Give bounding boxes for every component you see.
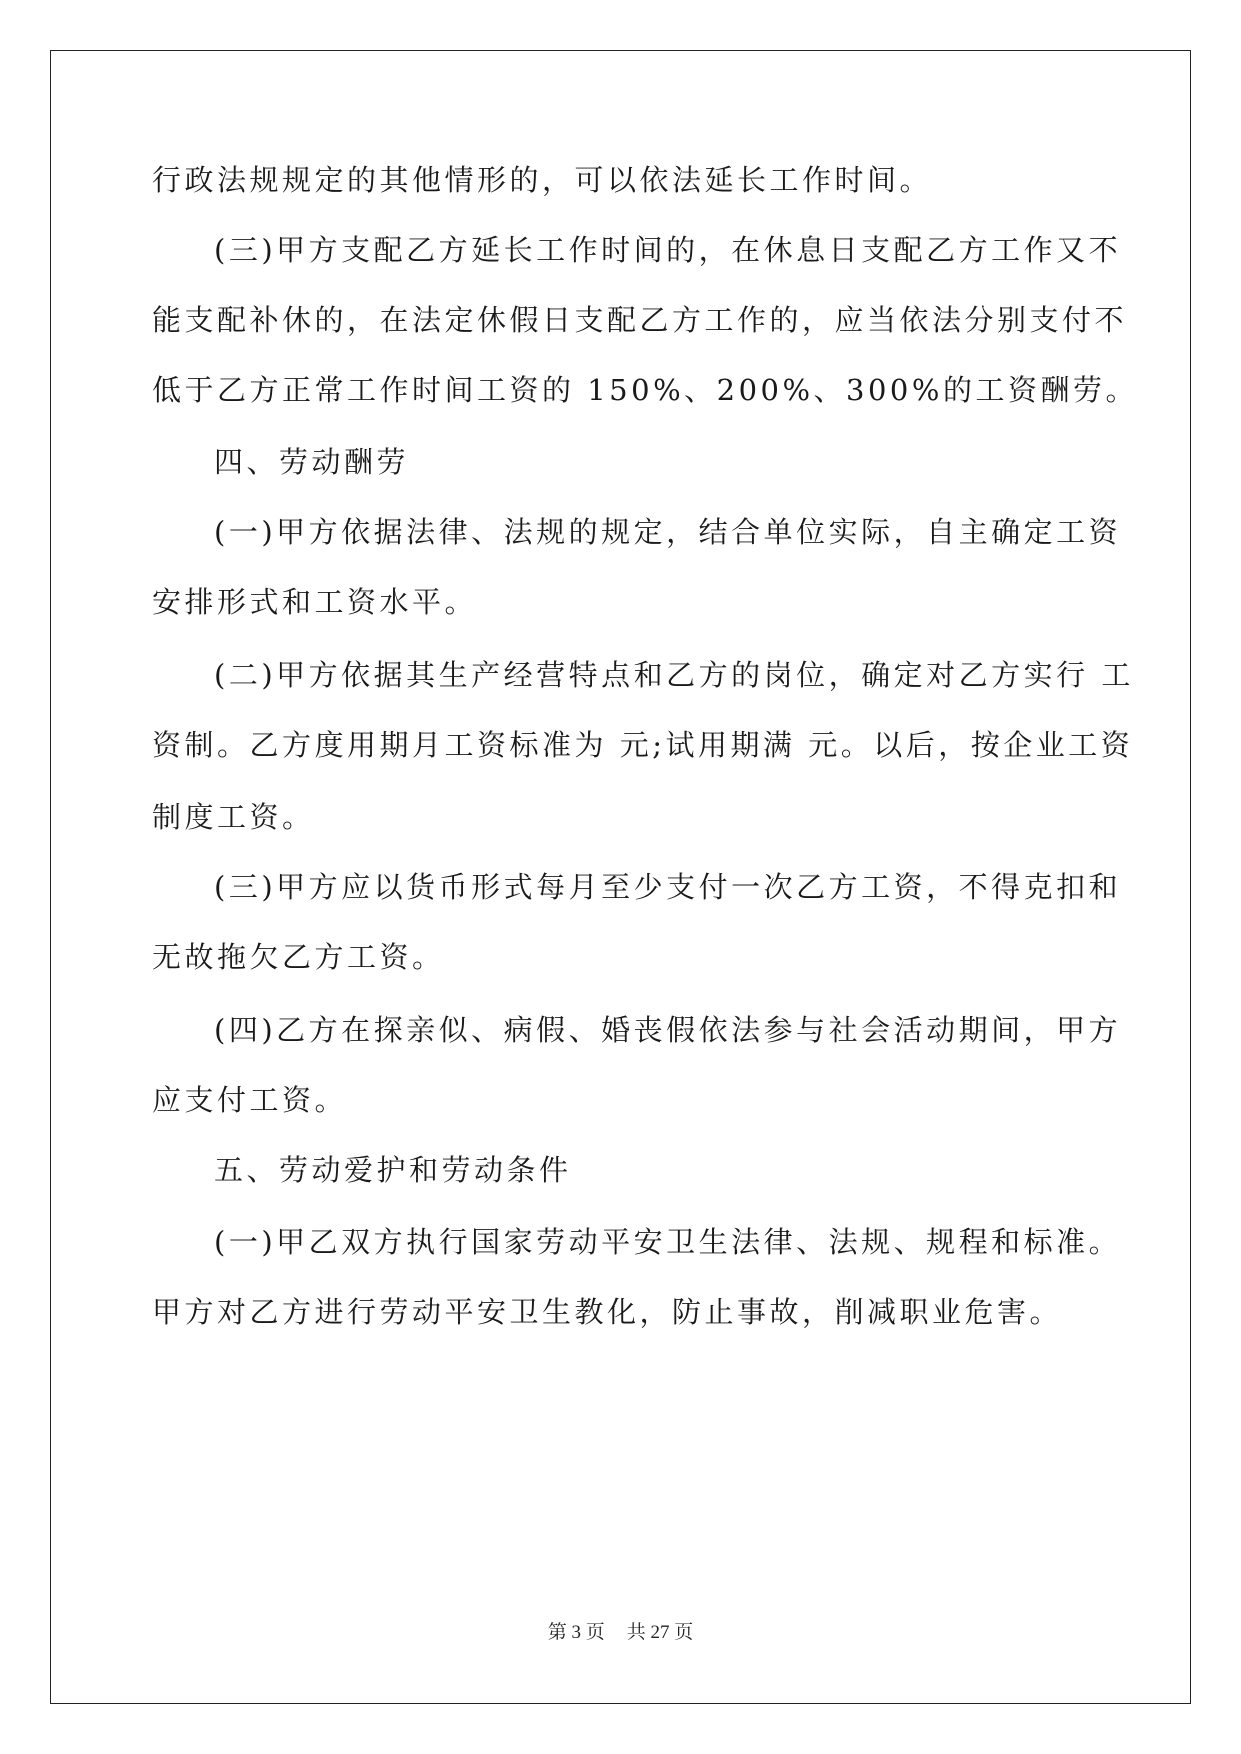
text-line: 低于乙方正常工作时间工资的 150%、200%、300%的工资酬劳。: [152, 373, 1138, 407]
text-line: 能支配补休的，在法定休假日支配乙方工作的，应当依法分别支付不: [152, 303, 1128, 337]
page-footer: [0, 1620, 1241, 1646]
text-line: 行政法规规定的其他情形的，可以依法延长工作时间。: [152, 163, 933, 197]
section-heading: 四、劳动酬劳: [214, 445, 410, 479]
page-number: 第 3 页: [547, 1622, 605, 1643]
text-line: 安排形式和工资水平。: [152, 585, 478, 619]
page-total: 共 27 页: [626, 1622, 694, 1643]
text-line: (三)甲方应以货币形式每月至少支付一次乙方工资，不得克扣和: [214, 870, 1122, 904]
text-line: 无故拖欠乙方工资。: [152, 940, 445, 974]
text-line: (三)甲方支配乙方延长工作时间的，在休息日支配乙方工作又不: [214, 233, 1122, 267]
text-line: 制度工资。: [152, 800, 315, 834]
text-line: (二)甲方依据其生产经营特点和乙方的岗位，确定对乙方实行 工: [214, 658, 1134, 692]
text-line: 应支付工资。: [152, 1083, 348, 1117]
text-line: (一)甲方依据法律、法规的规定，结合单位实际，自主确定工资: [214, 515, 1122, 549]
text-line: 资制。乙方度用期月工资标准为 元;试用期满 元。以后，按企业工资: [152, 728, 1134, 762]
text-line: (四)乙方在探亲似、病假、婚丧假依法参与社会活动期间，甲方: [214, 1013, 1122, 1047]
text-line: 甲方对乙方进行劳动平安卫生教化，防止事故，削减职业危害。: [152, 1295, 1063, 1329]
section-heading: 五、劳动爱护和劳动条件: [214, 1153, 572, 1187]
text-line: (一)甲乙双方执行国家劳动平安卫生法律、法规、规程和标准。: [214, 1225, 1122, 1259]
